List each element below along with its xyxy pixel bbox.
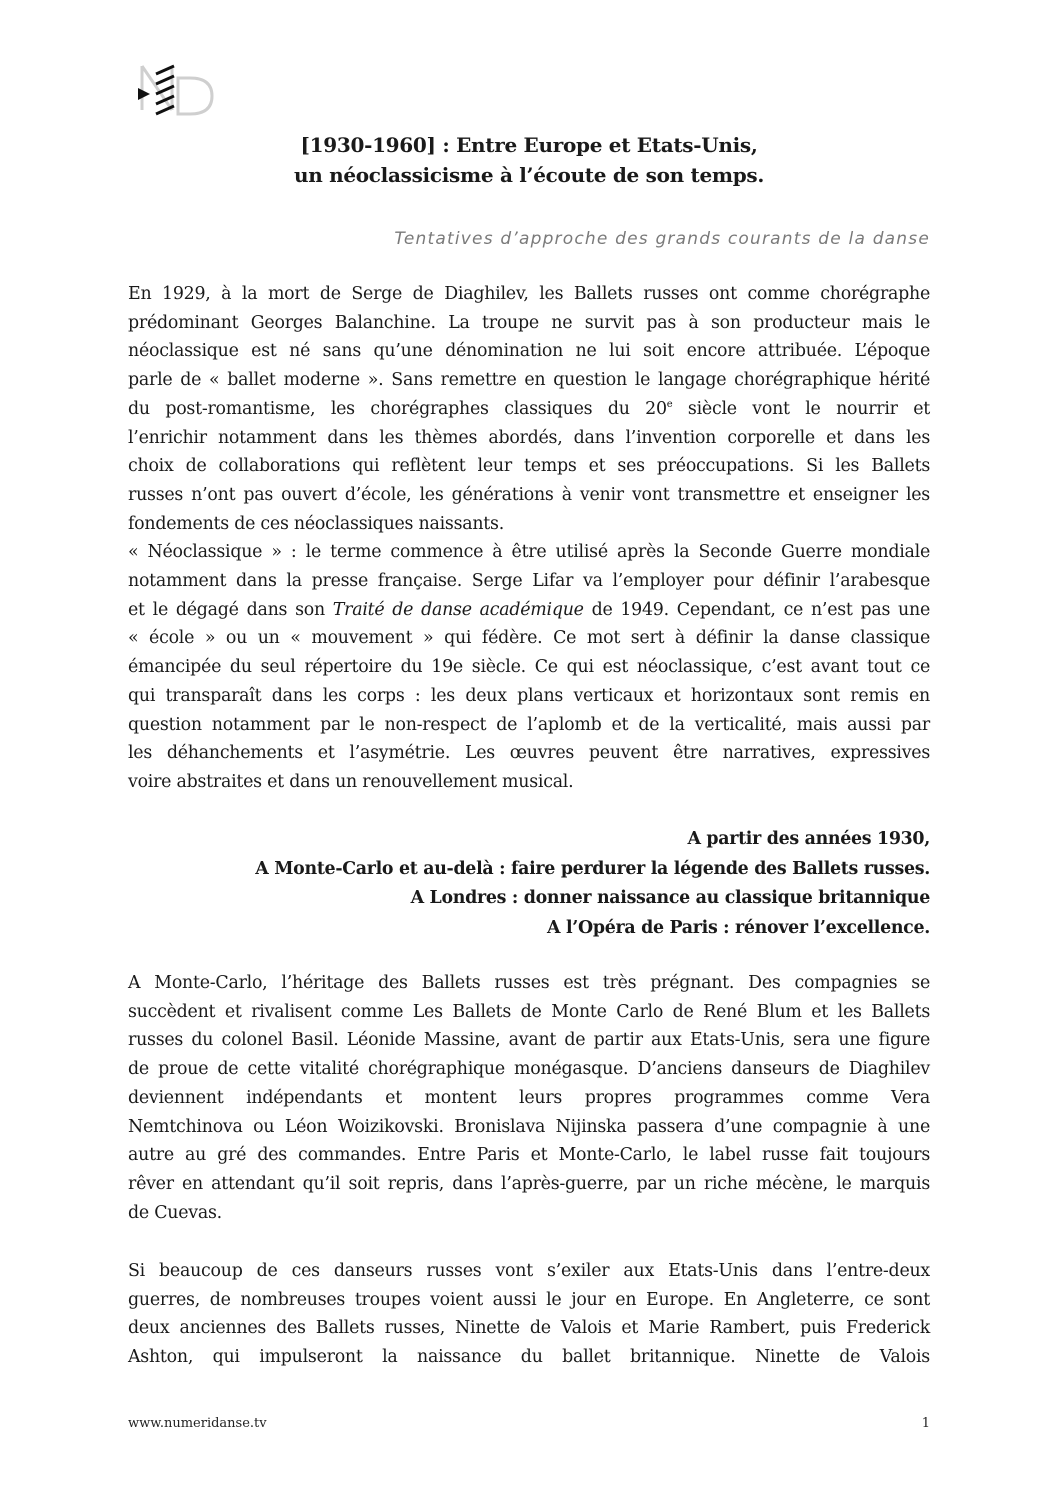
text-line: « Néoclassique » : le terme commence à être utilisé après la Seconde Guerre mondiale [128, 542, 930, 563]
superscript: e [666, 399, 673, 411]
text-line: deux anciennes des Ballets russes, Ninette de Valois et Marie Rambert, puis Frederick [128, 1318, 930, 1339]
paragraph-intro [128, 280, 930, 797]
text-line: émancipée du seul répertoire du 19e siècle. Ce qui est néoclassique, c’est avant tout ce [128, 657, 930, 678]
text-fragment: de 1949. Cependant, ce n’est pas une [583, 599, 931, 620]
text-line [128, 596, 930, 625]
text-line: voire abstraites et dans un renouvellement musical. [128, 771, 574, 792]
text-line: Nemtchinova ou Léon Woizikovski. Bronislava Nijinska passera d’une compagnie à une [128, 1116, 930, 1137]
title-line-1: [1930-1960] : Entre Europe et Etats-Unis, [300, 133, 758, 157]
text-line: russes du colonel Basil. Léonide Massine, avant de partir aux Etats-Unis, sera une figure [128, 1030, 930, 1051]
footer-url: www.numeridanse.tv [128, 1416, 267, 1431]
text-line: « école » ou un « mouvement » qui fédère. Ce mot sert à définir la danse classique [128, 628, 930, 649]
text-line [128, 395, 930, 424]
document-subtitle: Tentatives d’approche des grands courants de la danse [394, 229, 930, 249]
text-line: choix de collaborations qui reflètent leur temps et ses préoccupations. Si les Ballets [128, 456, 930, 477]
title-line-2: un néoclassicisme à l’écoute de son temps. [293, 163, 765, 187]
text-line: guerres, de nombreuses troupes voient aussi le jour en Europe. En Angleterre, ce sont [128, 1289, 930, 1310]
text-fragment: siècle vont le nourrir et [672, 398, 930, 419]
text-line: A Monte-Carlo, l’héritage des Ballets russes est très prégnant. Des compagnies se [128, 973, 930, 993]
text-line: de Cuevas. [128, 1202, 222, 1223]
document-title [128, 130, 930, 190]
text-line: rêver en attendant qu’il soit repris, dans l’après-guerre, par un riche mécène, le marquis [128, 1173, 930, 1194]
text-line: Si beaucoup de ces danseurs russes vont s’exiler aux Etats-Unis dans l’entre-deux [128, 1261, 930, 1281]
text-line: de proue de cette vitalité chorégraphique monégasque. D’anciens danseurs de Diaghilev [128, 1059, 930, 1080]
text-line: En 1929, à la mort de Serge de Diaghilev, les Ballets russes ont comme chorégraphe [128, 284, 930, 304]
text-line: succèdent et rivalisent comme Les Ballets de Monte Carlo de René Blum et les Ballets [128, 1001, 930, 1022]
section-heading: A l’Opéra de Paris : rénover l’excellence. [547, 917, 930, 938]
paragraph-monte-carlo [128, 969, 930, 1227]
text-fragment: et le dégagé dans son [128, 599, 333, 620]
text-fragment: du post-romantisme, les chorégraphes classiques du 20 [128, 398, 667, 419]
section-heading: A Monte-Carlo et au-delà : faire perdurer la légende des Ballets russes. [255, 858, 930, 879]
text-line: fondements de ces néoclassiques naissants. [128, 513, 505, 534]
page-number: 1 [921, 1416, 930, 1431]
text-line: notamment dans la presse française. Serge Lifar va l’employer pour définir l’arabesque [128, 571, 930, 592]
text-line: russes n’ont pas ouvert d’école, les générations à venir vont transmettre et enseigner les [128, 484, 930, 505]
text-line: prédominant Georges Balanchine. La troupe ne survit pas à son producteur mais le [128, 312, 930, 333]
text-line: l’enrichir notamment dans les thèmes abordés, dans l’invention corporelle et dans les [128, 427, 930, 448]
section-headings [128, 825, 930, 943]
text-line: les déhanchements et l’asymétrie. Les œuvres peuvent être narratives, expressives [128, 743, 930, 764]
section-heading: A partir des années 1930, [687, 829, 930, 849]
text-line: parle de « ballet moderne ». Sans remettre en question le langage chorégraphique hérité [128, 370, 930, 391]
text-line: question notamment par le non-respect de l’aplomb et de la verticalité, mais aussi par [128, 714, 930, 735]
logo-mark-icon [138, 64, 218, 118]
book-title: Traité de danse académique [332, 599, 584, 620]
text-line: Ashton, qui impulseront la naissance du ballet britannique. Ninette de Valois [128, 1347, 930, 1368]
text-line: qui transparaît dans les corps : les deux plans verticaux et horizontaux sont remis en [128, 685, 930, 706]
text-line: autre au gré des commandes. Entre Paris et Monte-Carlo, le label russe fait toujours [128, 1145, 930, 1166]
numeridanse-logo [138, 64, 218, 118]
paragraph-europe [128, 1257, 930, 1372]
text-line: deviennent indépendants et montent leurs propres programmes comme Vera [128, 1087, 930, 1108]
text-line: néoclassique est né sans qu’une dénomination ne lui soit encore attribuée. L’époque [128, 341, 930, 362]
section-heading: A Londres : donner naissance au classique britannique [410, 888, 930, 908]
